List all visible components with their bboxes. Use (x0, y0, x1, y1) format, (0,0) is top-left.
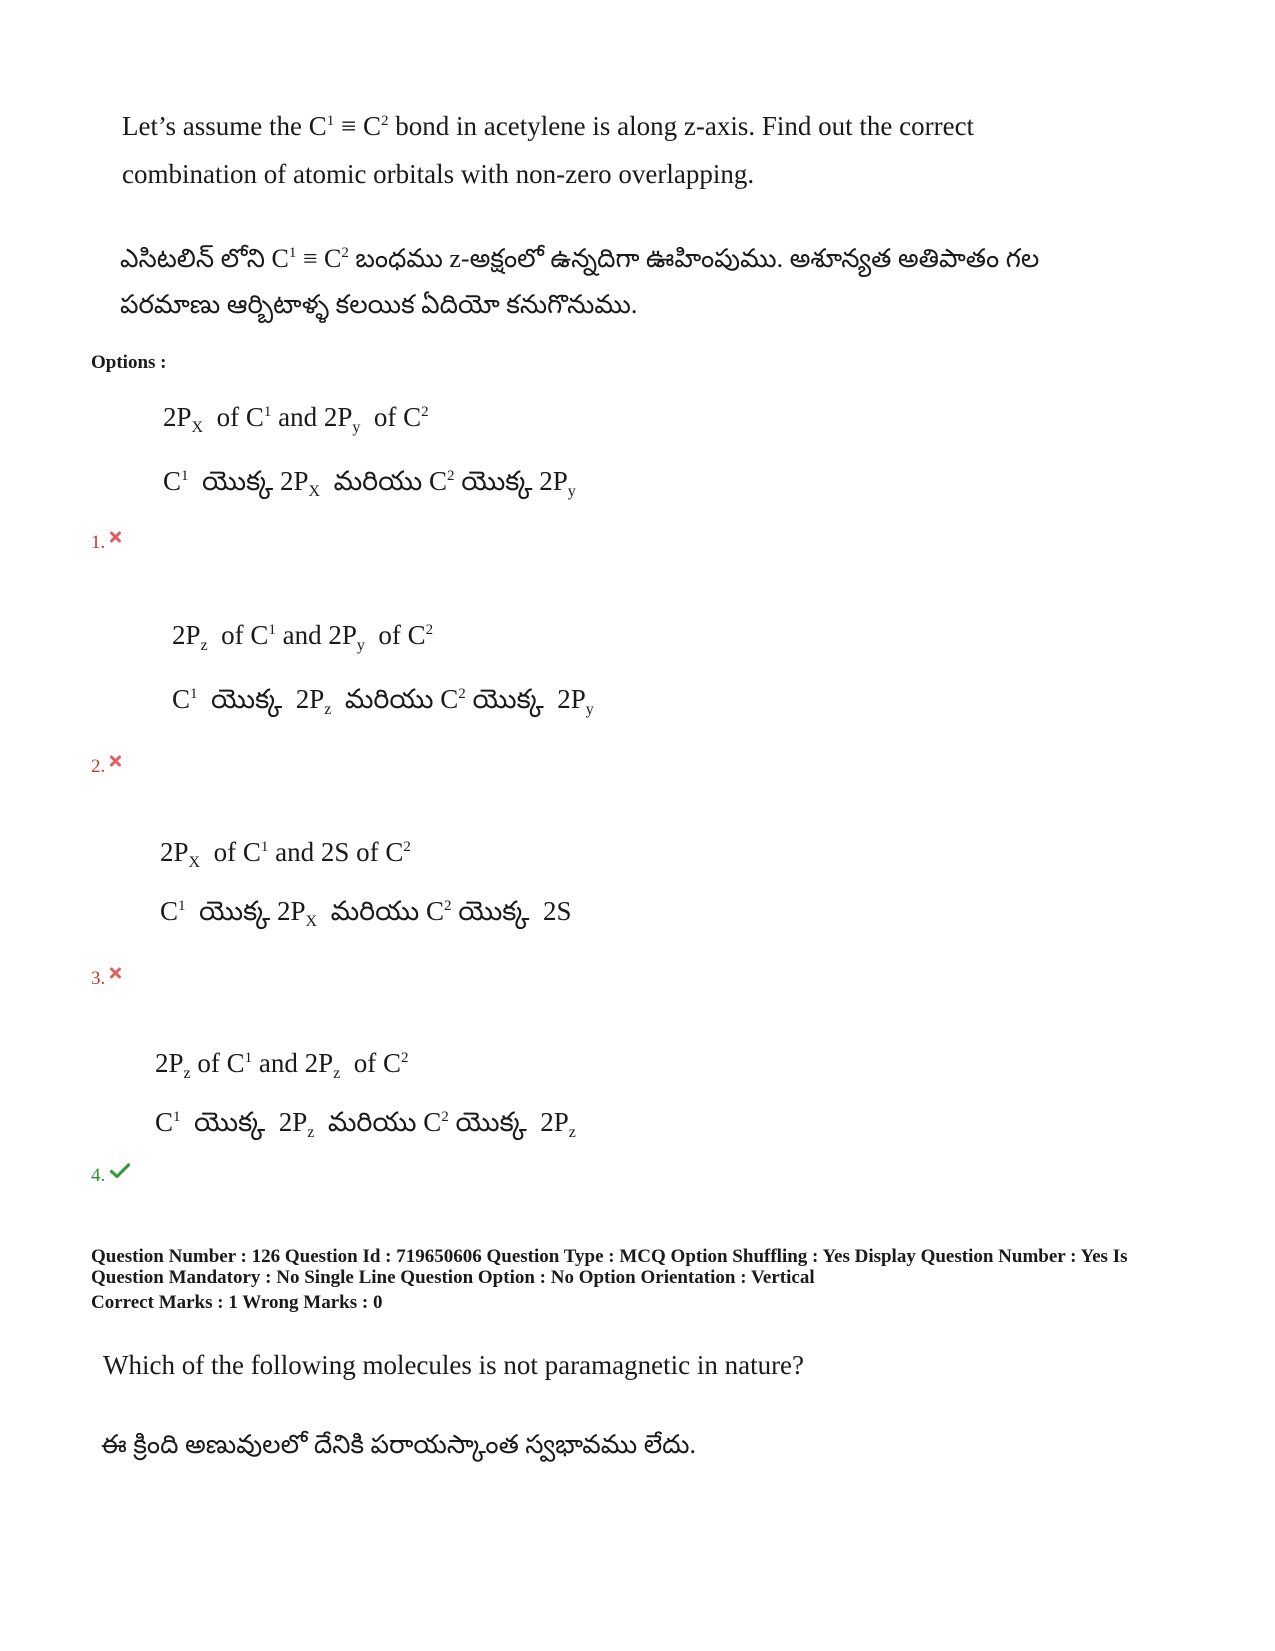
bond-formula: $C^1 \equiv C^2$ (308, 111, 389, 141)
question-english-line1: Let’s assume the $C^1 \equiv C^2$ bond in acetylene is along z-axis. Find out the correct (122, 111, 975, 141)
bond-formula-telugu: $C^1 \equiv C^2$ (271, 244, 349, 273)
option-4-telugu: $C^1$ యొక్క $2P_z$ మరియు $C^2$ యొక్క $2P_z$ (155, 1107, 576, 1141)
check-icon (110, 1163, 130, 1179)
question-telugu-line2: పరమాణు ఆర్బిటాళ్ళ కలయిక ఏదియో కనుగొనుము. (120, 290, 638, 319)
question2-english: Which of the following molecules is not paramagnetic in nature? (103, 1350, 805, 1380)
option-3-english: $2P_X$ of $C^1$ and 2S of $C^2$ (160, 837, 411, 871)
question-english-line2: combination of atomic orbitals with non-zero overlapping. (122, 159, 755, 189)
option-4-number: 4. (91, 1165, 130, 1187)
question2-telugu: ఈ క్రింది అణువులలో దేనికి పరాయస్కాంత స్వభావము లేదు. (101, 1430, 697, 1459)
option-1-number: 1. (91, 532, 122, 554)
meta-line1: Question Number : 126 Question Id : 719650606 Question Type : MCQ Option Shuffling : Yes Display Question Number : Yes Is (91, 1246, 1128, 1267)
question-meta (91, 1246, 1128, 1313)
option-1-telugu: $C^1$ యొక్క $2P_X$ మరియు $C^2$ యొక్క $2P_y$ (163, 466, 576, 500)
meta-marks: Correct Marks : 1 Wrong Marks : 0 (91, 1292, 383, 1313)
question-telugu-line1: ఎసిటలిన్ లోని $C^1 \equiv C^2$ బంధము z-అక్షంలో ఉన్నదిగా ఊహింపుము. అశూన్యత అతిపాతం గల (120, 244, 1040, 273)
cross-icon (108, 754, 122, 768)
question-telugu (120, 236, 1039, 328)
question-english (122, 102, 974, 198)
option-3-number: 3. (91, 968, 122, 990)
options-label: Options : (91, 352, 167, 373)
option-2-english: $2P_z$ of $C^1$ and $2P_y$ of $C^2$ (172, 620, 434, 654)
option-4-english: $2P_z$ of $C^1$ and $2P_z$ of $C^2$ (155, 1048, 409, 1082)
option-1-english: $2P_X$ of $C^1$ and $2P_y$ of $C^2$ (163, 402, 429, 436)
cross-icon (108, 966, 122, 980)
option-3-telugu: $C^1$ యొక్క $2P_X$ మరియు $C^2$ యొక్క 2S (160, 896, 572, 930)
meta-line2: Question Mandatory : No Single Line Question Option : No Option Orientation : Vertical (91, 1267, 815, 1288)
cross-icon (108, 530, 122, 544)
option-2-number: 2. (91, 756, 122, 778)
option-2-telugu: $C^1$ యొక్క $2P_z$ మరియు $C^2$ యొక్క $2P_y$ (172, 684, 594, 718)
